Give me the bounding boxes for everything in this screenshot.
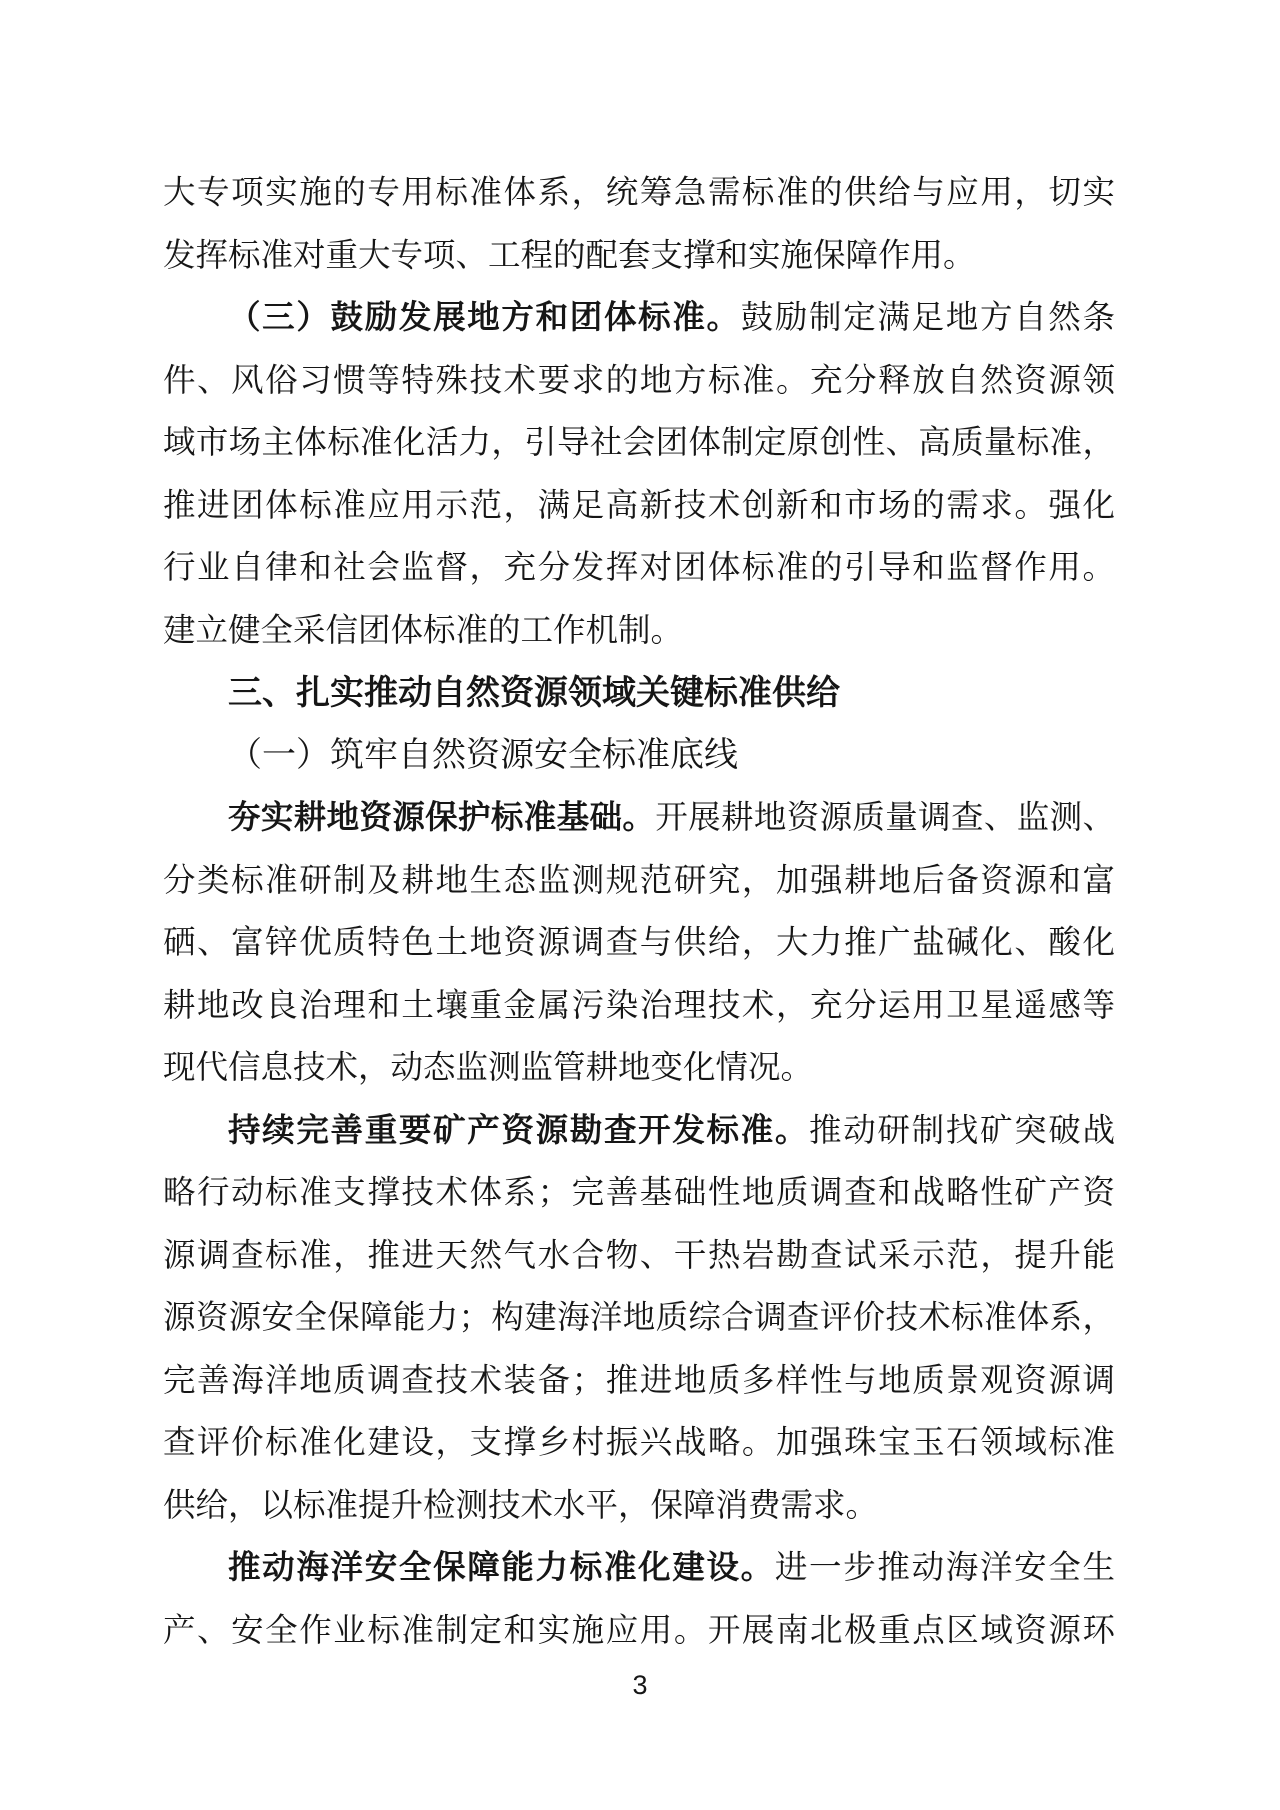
text-line — [163, 1412, 1115, 1475]
text-line — [163, 1600, 1115, 1663]
text-line — [163, 1537, 1115, 1600]
text-line — [163, 412, 1115, 475]
text-line — [163, 162, 1115, 225]
line-text: 建立健全采信团体标准的工作机制。 — [163, 612, 684, 649]
heading-text: （一）筑牢自然资源安全标准底线 — [228, 736, 738, 774]
bold-lead: 推动海洋安全保障能力标准化建设。 — [228, 1550, 775, 1586]
text-line — [163, 225, 1115, 288]
text-line — [163, 787, 1115, 850]
text-line — [163, 350, 1115, 413]
line-text: 鼓励制定满足地方自然条 — [740, 300, 1115, 336]
line-text: 供给，以标准提升检测技术水平，保障消费需求。 — [163, 1487, 879, 1524]
text-line — [163, 600, 1115, 663]
line-text: 源调查标准，推进天然气水合物、干热岩勘查试采示范，提升能 — [163, 1237, 1115, 1274]
line-text: 件、风俗习惯等特殊技术要求的地方标准。充分释放自然资源领 — [163, 362, 1115, 399]
line-text: 略行动标准支撑技术体系；完善基础性地质调查和战略性矿产资 — [163, 1175, 1115, 1211]
line-text: 完善海洋地质调查技术装备；推进地质多样性与地质景观资源调 — [163, 1362, 1115, 1399]
line-text: 产、安全作业标准制定和实施应用。开展南北极重点区域资源环 — [163, 1612, 1115, 1649]
bold-lead: 持续完善重要矿产资源勘查开发标准。 — [228, 1112, 810, 1149]
subsection-heading — [163, 725, 1115, 788]
line-text: 硒、富锌优质特色土地资源调查与供给，大力推广盐碱化、酸化 — [163, 925, 1115, 961]
text-line — [163, 912, 1115, 975]
line-text: 开展耕地资源质量调查、监测、 — [655, 800, 1115, 836]
line-text: 推动研制找矿突破战 — [809, 1112, 1115, 1149]
document-body — [163, 162, 1115, 1662]
line-text: 源资源安全保障能力；构建海洋地质综合调查评价技术标准体系， — [163, 1300, 1115, 1336]
text-line — [163, 975, 1115, 1038]
text-line — [163, 1475, 1115, 1538]
text-line — [163, 475, 1115, 538]
heading-text: 三、扎实推动自然资源领域关键标准供给 — [228, 674, 840, 712]
text-line — [163, 537, 1115, 600]
section-heading — [163, 662, 1115, 725]
bold-lead: 夯实耕地资源保护标准基础。 — [228, 800, 656, 836]
text-line — [163, 850, 1115, 913]
line-text: 分类标准研制及耕地生态监测规范研究，加强耕地后备资源和富 — [163, 862, 1115, 899]
line-text: 行业自律和社会监督，充分发挥对团体标准的引导和监督作用。 — [163, 550, 1115, 586]
line-text: 域市场主体标准化活力，引导社会团体制定原创性、高质量标准， — [163, 425, 1115, 461]
line-text: 现代信息技术，动态监测监管耕地变化情况。 — [163, 1050, 814, 1086]
line-text: 耕地改良治理和土壤重金属污染治理技术，充分运用卫星遥感等 — [163, 987, 1115, 1024]
text-line — [163, 1037, 1115, 1100]
line-text: 大专项实施的专用标准体系，统筹急需标准的供给与应用，切实 — [163, 175, 1115, 211]
text-line — [163, 1350, 1115, 1413]
text-line — [163, 1100, 1115, 1163]
line-text: 进一步推动海洋安全生 — [774, 1550, 1115, 1586]
text-line — [163, 1287, 1115, 1350]
bold-lead: （三）鼓励发展地方和团体标准。 — [228, 300, 741, 336]
line-text: 推进团体标准应用示范，满足高新技术创新和市场的需求。强化 — [163, 487, 1115, 524]
page-number: 3 — [632, 1670, 648, 1700]
text-line — [163, 1162, 1115, 1225]
text-line — [163, 1225, 1115, 1288]
line-text: 发挥标准对重大专项、工程的配套支撑和实施保障作用。 — [163, 237, 976, 274]
text-line — [163, 287, 1115, 350]
line-text: 查评价标准化建设，支撑乡村振兴战略。加强珠宝玉石领域标准 — [163, 1425, 1115, 1461]
